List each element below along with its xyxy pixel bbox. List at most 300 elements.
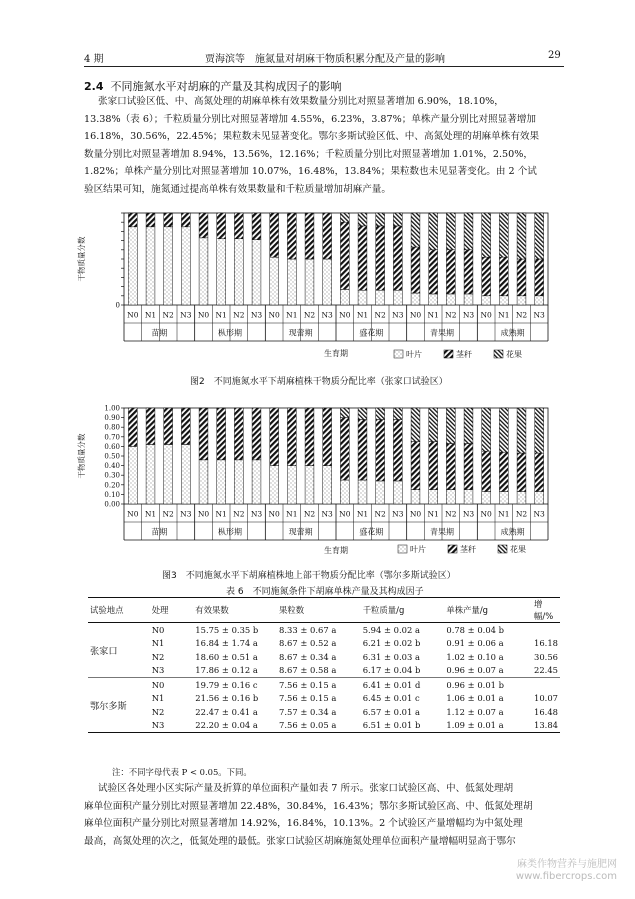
bar-segment — [323, 213, 332, 259]
x-tick-label: N3 — [462, 310, 475, 320]
y-axis-label: 干物质量分数 — [77, 236, 86, 282]
table-cell: N1 — [151, 638, 165, 649]
y-tick-label: 0.90 — [104, 414, 120, 423]
x-tick-label: N1 — [215, 310, 227, 320]
x-tick-label: N0 — [339, 310, 351, 320]
bar-segment — [376, 213, 385, 226]
bar-segment — [128, 446, 137, 504]
bar-segment — [429, 442, 438, 490]
bar-segment — [164, 213, 173, 227]
x-tick-label: N1 — [286, 509, 298, 519]
table-header-row — [88, 598, 560, 623]
bar-segment — [517, 296, 526, 305]
bar-segment — [217, 408, 226, 460]
x-tick-label: N3 — [462, 509, 475, 519]
table-cell: 6.21 ± 0.02 b — [362, 638, 421, 649]
legend-label: 茎秆 — [456, 350, 472, 359]
bar-segment — [287, 408, 296, 466]
bar-segment — [429, 294, 438, 305]
table-cell: 22.20 ± 0.04 a — [195, 720, 258, 731]
group-label: 现蕾期 — [288, 527, 313, 537]
group-label: 苗期 — [151, 328, 168, 338]
table-cell: 0.91 ± 0.06 a — [446, 638, 504, 649]
bar-segment — [323, 408, 332, 466]
x-tick-label: N2 — [515, 509, 528, 519]
y-tick-label: 0.10 — [104, 490, 120, 499]
paragraph-line: 最高，高氮处理的次之，低氮处理的最低。张家口试验区胡麻施氮处理单位面积产量增幅明显高于鄂尔 — [84, 835, 516, 847]
paragraph-line: 麻单位面积产量分别比对照显著增加 14.92%，16.84%，10.13%。2 个试验区产量增幅均为中氮处理 — [84, 818, 523, 830]
bar-segment — [517, 453, 526, 491]
table-cell: 18.60 ± 0.51 a — [195, 651, 258, 662]
table-row — [88, 623, 560, 637]
bar-segment — [199, 213, 208, 238]
bar-segment — [358, 420, 367, 480]
bar-segment — [411, 247, 420, 293]
bar-segment — [340, 480, 349, 504]
bar-segment — [517, 408, 526, 453]
table-cell: 6.57 ± 0.01 a — [362, 706, 420, 717]
x-tick-label: N1 — [498, 310, 510, 320]
x-tick-label: N3 — [250, 509, 263, 519]
watermark-line: 麻类作物营养与施肥网 — [517, 859, 617, 870]
bar-segment — [252, 240, 261, 305]
bar-segment — [464, 294, 473, 305]
y-tick-label: 0 — [115, 301, 120, 310]
paragraph-line: 验区结果可知，施氮通过提高单株有效果数量和千粒质量增加胡麻产量。 — [84, 183, 391, 195]
x-tick-label: N0 — [409, 509, 422, 519]
bar-segment — [181, 408, 190, 444]
table-cell: N2 — [151, 706, 165, 717]
x-tick-label: N3 — [180, 509, 192, 519]
table-cell: 10.07 — [534, 693, 558, 704]
table-cell: N3 — [151, 720, 165, 731]
bar-segment — [464, 408, 473, 444]
watermark-line: www.fibercrops.com — [515, 871, 617, 882]
column-header: 有效果数 — [195, 605, 229, 615]
bar-segment — [340, 408, 349, 418]
table-cell: 17.86 ± 0.12 a — [195, 665, 258, 676]
table-cell: 22.45 — [534, 665, 558, 676]
table-cell: 22.47 ± 0.41 a — [195, 706, 258, 717]
bar-segment — [252, 408, 261, 460]
legend-label: 叶片 — [410, 545, 426, 554]
x-tick-label: N1 — [286, 310, 298, 320]
paragraph-1 — [84, 93, 566, 199]
bar-segment — [217, 213, 226, 239]
bar-segment — [482, 213, 491, 257]
bar-segment — [358, 480, 367, 504]
table-cell: 16.18 — [534, 638, 558, 649]
table-cell: 7.56 ± 0.15 a — [279, 693, 337, 704]
bar-segment — [128, 408, 137, 446]
legend-label: 花果 — [506, 350, 522, 359]
x-tick-label: N1 — [144, 310, 157, 320]
table-cell: N1 — [151, 693, 165, 704]
column-header: 增幅/% — [534, 599, 554, 621]
x-tick-label: N1 — [427, 509, 439, 519]
y-tick-label: 0.70 — [104, 433, 120, 442]
table-row — [88, 664, 560, 678]
bar-segment — [376, 481, 385, 504]
bar-segment — [535, 492, 544, 504]
x-axis-label: 生育期 — [324, 349, 348, 358]
table-cell: N0 — [151, 679, 165, 690]
table-row — [88, 719, 560, 733]
paragraph-line: 1.82%；单株产量分别比对照显著增加 10.07%，16.48%，13.84%；果粒数也未见显著变化。由 2 个试 — [84, 166, 537, 178]
x-tick-label: N0 — [127, 310, 139, 320]
page-number: 29 — [548, 50, 561, 61]
table-cell: N0 — [151, 624, 165, 635]
bar-segment — [446, 213, 455, 250]
bar-segment — [393, 420, 402, 481]
group-label: 枞形期 — [218, 527, 242, 537]
table-cell: 15.75 ± 0.35 b — [195, 624, 259, 635]
bar-segment — [429, 250, 438, 294]
bar-segment — [482, 408, 491, 451]
group-label: 青果期 — [430, 527, 454, 537]
y-tick-label: 0.40 — [104, 462, 120, 471]
bar-segment — [499, 408, 508, 452]
table-row — [88, 637, 560, 651]
table-cell: 5.94 ± 0.02 a — [362, 624, 420, 635]
bar-segment — [252, 460, 261, 504]
bar-segment — [305, 259, 314, 305]
column-header: 单株产量/g — [446, 605, 488, 615]
x-tick-label: N1 — [356, 310, 369, 320]
bar-segment — [234, 239, 243, 305]
bar-segment — [340, 213, 349, 222]
legend-label: 叶片 — [406, 350, 422, 359]
bar-segment — [535, 453, 544, 491]
bar-segment — [411, 408, 420, 442]
bar-segment — [446, 250, 455, 294]
site-cell: 张家口 — [90, 646, 118, 657]
y-tick-label: 0.20 — [104, 481, 120, 490]
x-tick-label: N0 — [268, 310, 280, 320]
site-cell: 鄂尔多斯 — [90, 701, 127, 712]
legend-swatch — [498, 545, 507, 553]
bar-segment — [535, 259, 544, 296]
bar-segment — [199, 460, 208, 504]
bar-segment — [323, 466, 332, 504]
bar-segment — [376, 408, 385, 420]
x-tick-label: N3 — [392, 509, 404, 519]
table-cell: 19.79 ± 0.16 c — [195, 679, 258, 690]
x-tick-label: N2 — [303, 509, 316, 519]
x-tick-label: N0 — [339, 509, 351, 519]
bar-segment — [517, 213, 526, 259]
y-tick-label: 0.00 — [104, 500, 120, 509]
bar-segment — [128, 213, 137, 227]
x-tick-label: N2 — [374, 509, 386, 519]
x-tick-label: N2 — [515, 310, 528, 320]
bar-segment — [358, 213, 367, 226]
bar-segment — [464, 250, 473, 294]
bar-segment — [517, 259, 526, 296]
x-tick-label: N2 — [445, 310, 457, 320]
x-tick-label: N3 — [533, 310, 545, 320]
bar-segment — [499, 452, 508, 491]
section-title: 不同施氮水平对胡麻的产量及其构成因子的影响 — [110, 80, 342, 93]
x-tick-label: N0 — [197, 509, 210, 519]
bar-segment — [146, 213, 155, 227]
bar-segment — [358, 290, 367, 305]
bar-segment — [482, 492, 491, 504]
table-cell: 6.31 ± 0.03 a — [362, 651, 420, 662]
bar-segment — [270, 408, 279, 466]
bar-segment — [499, 296, 508, 305]
group-label: 现蕾期 — [288, 328, 313, 338]
paragraph-line: 16.18%，30.56%，22.45%；果粒数未见显著变化。鄂尔多斯试验区低、中、高氮处理的胡麻单株有效果 — [84, 131, 540, 143]
bar-segment — [358, 408, 367, 420]
bar-segment — [499, 492, 508, 504]
bar-segment — [181, 444, 190, 504]
table-row — [88, 705, 560, 719]
bar-segment — [305, 466, 314, 504]
bar-segment — [411, 213, 420, 247]
column-header: 试验地点 — [90, 605, 124, 615]
table-cell: N3 — [151, 665, 165, 676]
group-label: 盛花期 — [359, 328, 384, 338]
legend-label: 茎秆 — [460, 545, 476, 554]
y-tick-label: 0.50 — [104, 452, 120, 461]
header-rule — [84, 66, 564, 67]
y-tick-label: 0.30 — [104, 471, 120, 480]
x-tick-label: N0 — [127, 509, 139, 519]
bar-segment — [252, 213, 261, 240]
x-tick-label: N0 — [480, 509, 492, 519]
x-tick-label: N2 — [162, 509, 174, 519]
group-label: 枞形期 — [218, 328, 242, 338]
x-axis-label: 生育期 — [324, 546, 348, 555]
table-cell: 7.56 ± 0.05 a — [279, 720, 337, 731]
y-tick-label: 0.60 — [104, 442, 120, 451]
bar-segment — [429, 490, 438, 504]
table-row — [88, 650, 560, 664]
bar-segment — [482, 257, 491, 296]
figure-2-caption: 图2 不同施氮水平下胡麻植株干物质分配比率（张家口试验区） — [190, 377, 448, 387]
x-tick-label: N1 — [215, 509, 227, 519]
table-cell: 6.51 ± 0.01 b — [362, 720, 421, 731]
x-tick-label: N0 — [197, 310, 210, 320]
bar-segment — [217, 460, 226, 504]
table-cell: 7.56 ± 0.15 a — [279, 679, 337, 690]
bar-segment — [376, 420, 385, 481]
legend-swatch — [394, 350, 403, 358]
bar-segment — [446, 294, 455, 305]
table-6 — [88, 597, 560, 733]
bar-segment — [234, 460, 243, 504]
x-tick-label: N3 — [533, 509, 545, 519]
x-tick-label: N2 — [445, 509, 457, 519]
x-tick-label: N2 — [233, 310, 245, 320]
legend-label: 花果 — [510, 545, 526, 554]
table-cell: 1.12 ± 0.07 a — [446, 706, 504, 717]
bar-segment — [146, 444, 155, 504]
bar-segment — [376, 226, 385, 290]
bar-segment — [270, 257, 279, 305]
bar-segment — [464, 490, 473, 504]
bar-segment — [287, 466, 296, 504]
bar-segment — [358, 226, 367, 290]
table-cell: 0.96 ± 0.07 a — [446, 665, 504, 676]
bar-segment — [464, 213, 473, 250]
table-cell: 13.84 — [534, 720, 558, 731]
bar-segment — [429, 408, 438, 442]
bar-segment — [393, 213, 402, 226]
bar-segment — [305, 408, 314, 466]
bar-segment — [164, 444, 173, 504]
bar-segment — [446, 444, 455, 490]
bar-segment — [464, 444, 473, 490]
paragraph-line: 试验区各处理小区实际产量及折算的单位面积产量如表 7 所示。张家口试验区高、中、低氮处理胡 — [98, 783, 514, 794]
bar-segment — [287, 213, 296, 259]
column-header: 处理 — [151, 605, 169, 615]
table-cell: 8.67 ± 0.34 a — [279, 651, 337, 662]
table-cell: 6.17 ± 0.04 b — [362, 665, 421, 676]
bar-segment — [482, 451, 491, 491]
x-tick-label: N1 — [427, 310, 439, 320]
group-label: 青果期 — [430, 328, 454, 338]
x-tick-label: N3 — [321, 310, 333, 320]
table-cell: 1.06 ± 0.01 a — [446, 693, 504, 704]
bar-segment — [393, 481, 402, 504]
table-6-title: 表 6 不同施氮条件下胡麻单株产量及其构成因子 — [226, 587, 424, 597]
bar-segment — [535, 408, 544, 453]
legend-swatch — [444, 350, 453, 358]
table-cell: 16.48 — [534, 706, 558, 717]
bar-segment — [393, 290, 402, 305]
group-label: 成熟期 — [500, 527, 525, 537]
x-tick-label: N2 — [303, 310, 316, 320]
bar-segment — [446, 408, 455, 444]
figure-3-chart — [74, 398, 558, 563]
table-row — [88, 678, 560, 692]
bar-segment — [411, 293, 420, 305]
issue-label: 4 期 — [84, 54, 104, 65]
bar-segment — [234, 213, 243, 239]
bar-segment — [340, 289, 349, 305]
bar-segment — [499, 257, 508, 296]
legend-swatch — [398, 545, 407, 553]
table-cell: 21.56 ± 0.16 b — [195, 693, 259, 704]
paragraph-line: 张家口试验区低、中、高氮处理的胡麻单株有效果数量分别比对照显著增加 6.90%，18.10%， — [98, 96, 504, 107]
x-tick-label: N3 — [180, 310, 192, 320]
paragraph-line: 数量分别比对照显著增加 8.94%，13.56%，12.16%；千粒质量分别比对照显著增加 1.01%，2.50%， — [84, 148, 533, 160]
bar-segment — [340, 222, 349, 289]
section-heading — [84, 78, 342, 94]
table-row — [88, 692, 560, 706]
bar-segment — [499, 213, 508, 257]
column-header: 果粒数 — [279, 605, 305, 615]
bar-segment — [270, 466, 279, 504]
table-cell: 16.84 ± 1.74 a — [195, 638, 258, 649]
bar-segment — [429, 213, 438, 250]
bar-segment — [393, 226, 402, 290]
x-tick-label: N1 — [356, 509, 369, 519]
figure-2-chart — [74, 207, 558, 367]
table-cell: 8.67 ± 0.58 a — [279, 665, 337, 676]
x-tick-label: N3 — [321, 509, 333, 519]
bar-segment — [270, 213, 279, 257]
legend-swatch — [448, 545, 457, 553]
y-tick-label: 1.00 — [104, 404, 120, 413]
bar-segment — [199, 238, 208, 305]
paragraph-line: 麻单位面积产量分别比对照显著增加 22.48%，30.84%，16.43%；鄂尔多斯试验区高、中、低氮处理胡 — [84, 800, 533, 812]
y-axis-label: 干物质量分数 — [77, 433, 86, 479]
bar-segment — [411, 442, 420, 490]
section-number: 2.4 — [84, 80, 104, 93]
table-cell: 0.96 ± 0.01 b — [446, 679, 505, 690]
table-cell: 7.57 ± 0.34 a — [279, 706, 337, 717]
x-tick-label: N0 — [480, 310, 492, 320]
paragraph-2 — [84, 780, 566, 850]
bar-segment — [146, 227, 155, 305]
x-tick-label: N1 — [498, 509, 510, 519]
bar-segment — [323, 259, 332, 305]
paragraph-line: 13.38%（表 6）；千粒质量分别比对照显著增加 4.55%，6.23%，3.87%；单株产量分别比对照显著增加 — [84, 113, 537, 125]
table-cell: 8.67 ± 0.52 a — [279, 638, 337, 649]
y-tick-label: 0.80 — [104, 423, 120, 432]
group-label: 盛花期 — [359, 527, 384, 537]
bar-segment — [517, 492, 526, 504]
table-cell: 0.78 ± 0.04 b — [446, 624, 505, 635]
table-cell — [532, 623, 560, 637]
x-tick-label: N0 — [409, 310, 422, 320]
x-tick-label: N2 — [233, 509, 245, 519]
group-label: 成熟期 — [500, 328, 525, 338]
x-tick-label: N1 — [144, 509, 157, 519]
bar-segment — [535, 213, 544, 259]
running-title: 贾海滨等 施氮量对胡麻干物质积累分配及产量的影响 — [205, 54, 445, 65]
table-cell: 6.41 ± 0.01 d — [362, 679, 421, 690]
bar-segment — [482, 296, 491, 305]
bar-segment — [411, 490, 420, 504]
bar-segment — [128, 227, 137, 305]
group-label: 苗期 — [151, 527, 168, 537]
table-cell: N2 — [151, 651, 165, 662]
bar-segment — [393, 408, 402, 420]
watermark — [516, 859, 617, 883]
bar-segment — [181, 227, 190, 305]
bar-segment — [234, 408, 243, 460]
table-cell — [532, 678, 560, 692]
bar-segment — [181, 213, 190, 227]
table-note: 注：不同字母代表 P < 0.05。下同。 — [112, 767, 252, 777]
x-tick-label: N3 — [392, 310, 404, 320]
x-tick-label: N2 — [162, 310, 174, 320]
bar-segment — [217, 239, 226, 305]
x-tick-label: N0 — [268, 509, 280, 519]
bar-segment — [146, 408, 155, 444]
x-tick-label: N3 — [250, 310, 263, 320]
x-tick-label: N2 — [374, 310, 386, 320]
bar-segment — [535, 296, 544, 305]
bar-segment — [164, 408, 173, 444]
bar-segment — [376, 290, 385, 305]
bar-segment — [199, 408, 208, 460]
bar-segment — [305, 213, 314, 259]
bar-segment — [340, 418, 349, 480]
table-cell: 6.45 ± 0.01 c — [362, 693, 420, 704]
legend-swatch — [494, 350, 503, 358]
figure-3-caption: 图3 不同施氮水平下胡麻植株地上部干物质分配比率（鄂尔多斯试验区） — [162, 571, 456, 581]
table-cell: 1.09 ± 0.01 a — [446, 720, 504, 731]
bar-segment — [164, 227, 173, 305]
column-header: 千粒质量/g — [362, 605, 405, 615]
bar-segment — [287, 259, 296, 305]
table-cell: 1.02 ± 0.10 a — [446, 651, 504, 662]
